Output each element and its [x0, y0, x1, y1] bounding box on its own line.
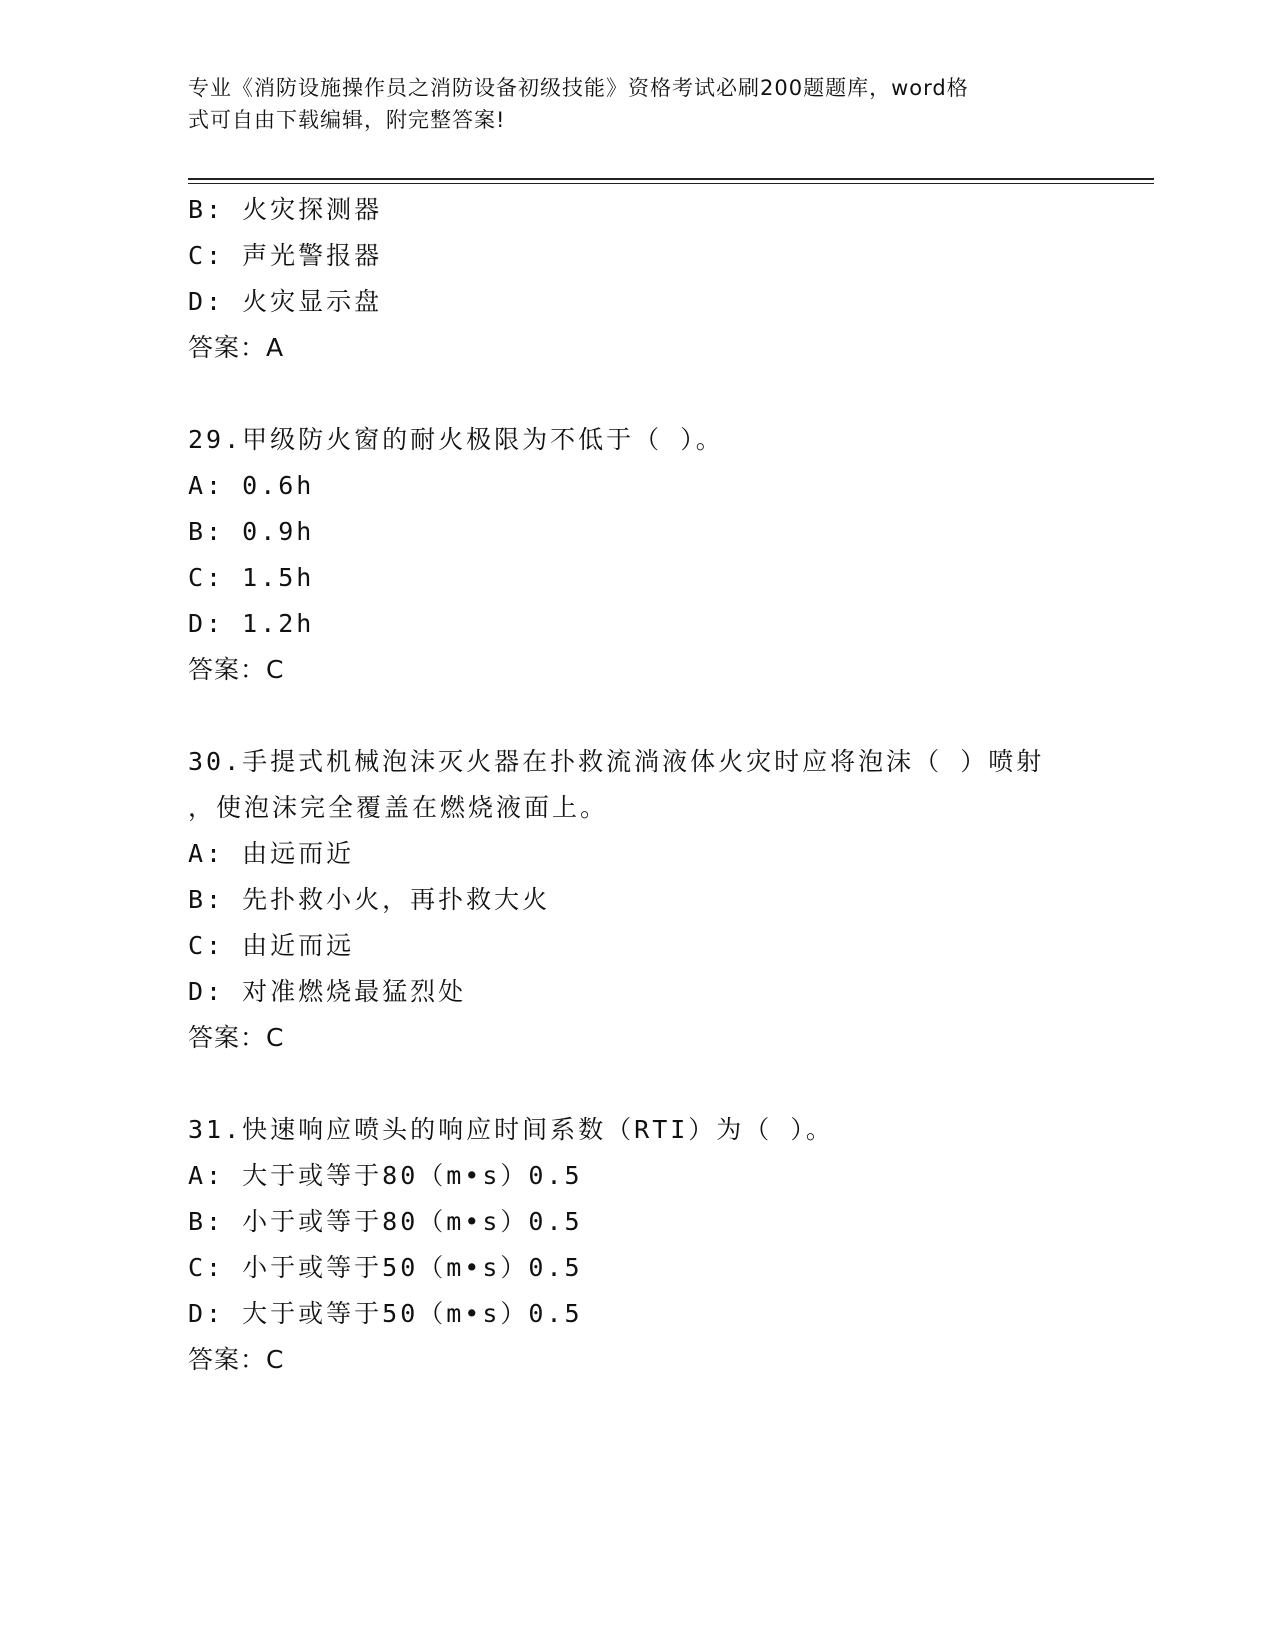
option-c: C: 声光警报器	[188, 241, 383, 270]
option-b: B: 0.9h	[188, 517, 315, 546]
question-content	[188, 187, 1088, 1383]
question-block-29	[188, 417, 1088, 693]
question-stem: 30.手提式机械泡沫灭火器在扑救流淌液体火灾时应将泡沫（ ）喷射	[188, 747, 1045, 776]
document-header	[188, 72, 1068, 136]
answer-line: 答案：A	[188, 333, 285, 362]
option-c: C: 小于或等于50（m•s）0.5	[188, 1253, 583, 1282]
option-d: D: 对准燃烧最猛烈处	[188, 977, 467, 1006]
option-b: B: 小于或等于80（m•s）0.5	[188, 1207, 583, 1236]
option-c: C: 由近而远	[188, 931, 355, 960]
question-block-28-continued	[188, 187, 1088, 371]
question-stem: 31.快速响应喷头的响应时间系数（RTI）为（ ）。	[188, 1115, 834, 1144]
question-block-30	[188, 739, 1088, 1061]
option-a: A: 由远而近	[188, 839, 355, 868]
option-a: A: 0.6h	[188, 471, 315, 500]
header-line-2: 式可自由下载编辑，附完整答案!	[188, 108, 506, 132]
option-b: B: 先扑救小火，再扑救大火	[188, 885, 551, 914]
answer-line: 答案：C	[188, 1345, 285, 1374]
option-d: D: 火灾显示盘	[188, 287, 383, 316]
header-rule-thin	[188, 183, 1154, 184]
answer-line: 答案：C	[188, 655, 285, 684]
header-line-1: 专业《消防设施操作员之消防设备初级技能》资格考试必刷200题题库，word格	[188, 76, 969, 100]
question-stem-continued: ，使泡沫完全覆盖在燃烧液面上。	[188, 793, 609, 822]
question-block-31	[188, 1107, 1088, 1383]
answer-line: 答案：C	[188, 1023, 285, 1052]
option-d: D: 大于或等于50（m•s）0.5	[188, 1299, 583, 1328]
option-b: B: 火灾探测器	[188, 195, 383, 224]
option-d: D: 1.2h	[188, 609, 315, 638]
option-a: A: 大于或等于80（m•s）0.5	[188, 1161, 583, 1190]
header-rule-thick	[188, 178, 1154, 180]
option-c: C: 1.5h	[188, 563, 315, 592]
question-stem: 29.甲级防火窗的耐火极限为不低于（ ）。	[188, 425, 724, 454]
